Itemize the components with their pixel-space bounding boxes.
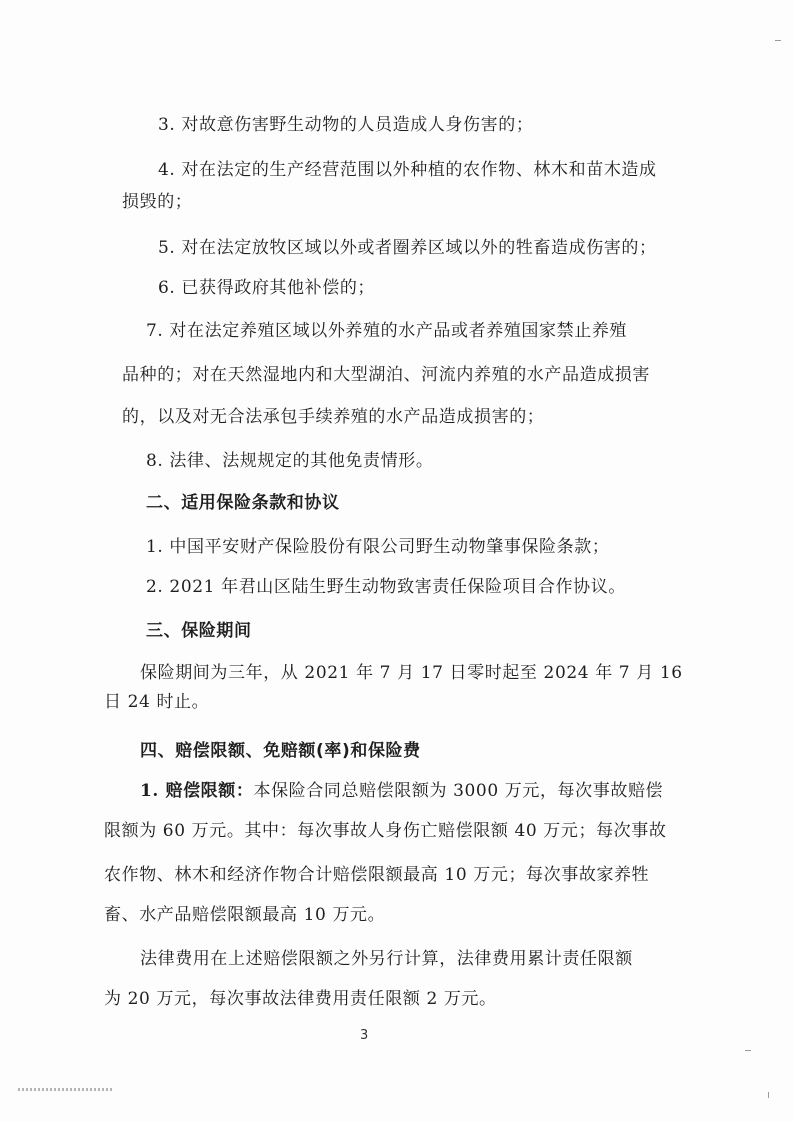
exemption-item-4-continued: 损毁的； [122, 192, 193, 212]
exemption-item-7-continued-2: 的，以及对无合法承包手续养殖的水产品造成损害的； [122, 407, 545, 427]
exemption-item-7-continued-1: 品种的；对在天然湿地内和大型湖泊、河流内养殖的水产品造成损害 [122, 365, 650, 385]
exemption-item-7: 7. 对在法定养殖区域以外养殖的水产品或者养殖国家禁止养殖 [146, 321, 628, 341]
compensation-limit-line-4: 畜、水产品赔偿限额最高 10 万元。 [104, 905, 386, 925]
scan-mark-top-right [775, 40, 781, 41]
exemption-item-6: 6. 已获得政府其他补偿的； [158, 278, 376, 298]
compensation-limit-line-3: 农作物、林木和经济作物合计赔偿限额最高 10 万元；每次事故家养牲 [104, 865, 650, 885]
compensation-limit-text: 本保险合同总赔偿限额为 3000 万元，每次事故赔偿 [253, 781, 664, 801]
section-2-item-2: 2. 2021 年君山区陆生野生动物致害责任保险项目合作协议。 [146, 577, 626, 597]
exemption-item-3: 3. 对故意伤害野生动物的人员造成人身伤害的； [158, 115, 534, 135]
legal-fee-line-1: 法律费用在上述赔偿限额之外另行计算，法律费用累计责任限额 [140, 949, 633, 969]
section-4-heading: 四、赔偿限额、免赔额(率)和保险费 [140, 741, 421, 761]
section-2-heading: 二、适用保险条款和协议 [146, 493, 340, 513]
exemption-item-5: 5. 对在法定放牧区域以外或者圈养区域以外的牲畜造成伤害的； [158, 238, 657, 258]
insurance-period-line-2: 日 24 时止。 [104, 692, 210, 712]
page-number: 3 [360, 1028, 369, 1043]
compensation-limit-label: 1. 赔偿限额： [140, 781, 254, 801]
scan-mark-bottom-right-1 [745, 1050, 751, 1051]
scan-mark-bottom-right-2 [768, 1092, 769, 1098]
legal-fee-line-2: 为 20 万元，每次事故法律费用责任限额 2 万元。 [104, 989, 497, 1009]
scan-footer-mark [18, 1088, 113, 1091]
exemption-item-4: 4. 对在法定的生产经营范围以外种植的农作物、林木和苗木造成 [158, 160, 657, 180]
exemption-item-8: 8. 法律、法规规定的其他免责情形。 [146, 451, 434, 471]
section-2-item-1: 1. 中国平安财产保险股份有限公司野生动物肇事保险条款； [146, 537, 610, 557]
insurance-period-line-1: 保险期间为三年，从 2021 年 7 月 17 日零时起至 2024 年 7 月 16 [140, 663, 683, 683]
compensation-limit-line-1 [140, 780, 663, 802]
compensation-limit-line-2: 限额为 60 万元。其中：每次事故人身伤亡赔偿限额 40 万元；每次事故 [104, 821, 667, 841]
section-3-heading: 三、保险期间 [146, 621, 252, 641]
